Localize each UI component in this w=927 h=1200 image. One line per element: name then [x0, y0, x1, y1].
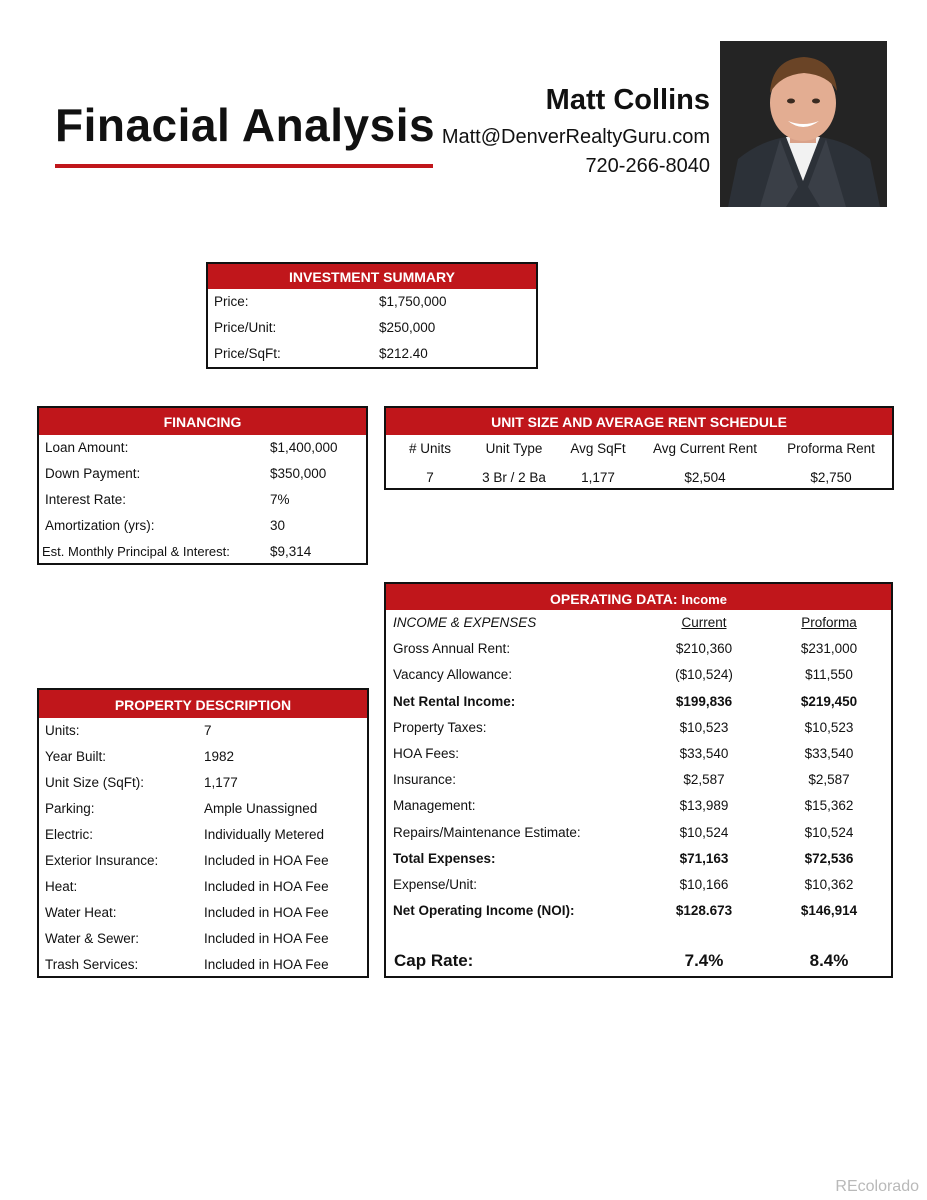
row-value: Ample Unassigned — [204, 801, 318, 816]
proforma-value: $146,914 — [800, 903, 858, 919]
column-header: INCOME & EXPENSES — [393, 615, 537, 630]
row-label: Amortization (yrs): — [45, 518, 155, 533]
table-row — [39, 900, 367, 926]
row-value: 1,177 — [204, 775, 238, 790]
table-row — [39, 770, 367, 796]
proforma-value: $72,536 — [804, 850, 854, 866]
cap-rate-row — [386, 948, 891, 974]
row-value: $9,314 — [270, 544, 312, 559]
table-cell: 7 — [426, 470, 434, 485]
financing-box — [37, 406, 368, 565]
row-value: Included in HOA Fee — [204, 905, 329, 920]
investment-summary-box — [206, 262, 538, 369]
operating-data-box — [384, 582, 893, 978]
table-row — [39, 926, 367, 952]
row-label: Price/Unit: — [214, 320, 277, 335]
unit-schedule-heading: UNIT SIZE AND AVERAGE RENT SCHEDULE — [386, 408, 892, 435]
column-header: Proforma Rent — [787, 441, 875, 456]
row-label: Water & Sewer: — [45, 931, 140, 946]
table-row — [39, 435, 366, 461]
table-cell: $2,504 — [684, 470, 726, 485]
row-label: Unit Size (SqFt): — [45, 775, 145, 790]
row-label: Interest Rate: — [45, 492, 127, 507]
proforma-value: $10,362 — [804, 876, 854, 892]
unit-schedule-box — [384, 406, 894, 490]
page-title: Finacial Analysis — [55, 99, 436, 151]
row-value: 7% — [270, 492, 290, 507]
row-value: Included in HOA Fee — [204, 853, 329, 868]
proforma-value: $10,523 — [804, 719, 854, 735]
agent-phone: 720-266-8040 — [585, 155, 710, 177]
row-label: Repairs/Maintenance Estimate: — [393, 824, 581, 840]
table-row — [208, 289, 536, 315]
row-label: HOA Fees: — [393, 745, 460, 761]
agent-email: Matt@DenverRealtyGuru.com — [441, 126, 710, 148]
current-value: $128.673 — [675, 903, 733, 919]
row-label: Parking: — [45, 801, 95, 816]
row-label: Property Taxes: — [393, 719, 487, 735]
row-label: Gross Annual Rent: — [393, 641, 511, 657]
operating-data-heading — [386, 584, 891, 610]
proforma-value: $15,362 — [804, 798, 854, 814]
row-label: Net Operating Income (NOI): — [393, 903, 575, 919]
row-label: Loan Amount: — [45, 440, 129, 455]
table-row — [39, 822, 367, 848]
table-row — [386, 689, 891, 715]
table-row — [39, 744, 367, 770]
agent-photo — [720, 41, 887, 207]
current-value: 7.4% — [684, 951, 724, 970]
table-row — [386, 767, 891, 793]
operating-data-title: OPERATING DATA: — [550, 591, 678, 607]
table-row — [39, 952, 367, 978]
row-label: Total Expenses: — [393, 850, 496, 866]
row-label: Exterior Insurance: — [45, 853, 159, 868]
row-value: Individually Metered — [204, 827, 325, 842]
row-label: Expense/Unit: — [393, 876, 478, 892]
proforma-value: 8.4% — [809, 951, 849, 970]
row-label: Cap Rate: — [394, 951, 474, 970]
current-value: $13,989 — [679, 798, 729, 814]
current-value: $10,523 — [679, 719, 729, 735]
current-value: $71,163 — [679, 850, 729, 866]
current-value: $10,524 — [679, 824, 729, 840]
column-header: # Units — [408, 441, 452, 456]
investment-summary-heading: INVESTMENT SUMMARY — [208, 264, 536, 289]
row-label: Est. Monthly Principal & Interest: — [42, 544, 230, 559]
table-row — [39, 461, 366, 487]
table-row — [208, 315, 536, 341]
table-row — [39, 796, 367, 822]
table-row — [208, 341, 536, 367]
column-header: Avg Current Rent — [652, 441, 758, 456]
row-label: Vacancy Allowance: — [393, 667, 513, 683]
proforma-value: $2,587 — [808, 772, 850, 788]
row-value: Included in HOA Fee — [204, 957, 329, 972]
watermark: REcolorado — [835, 1178, 919, 1195]
current-value: $10,166 — [679, 876, 729, 892]
operating-data-subtitle: Income — [681, 592, 727, 607]
proforma-value: $10,524 — [804, 824, 854, 840]
table-row — [39, 513, 366, 539]
row-label: Trash Services: — [45, 957, 139, 972]
row-value: $1,400,000 — [270, 440, 338, 455]
financing-heading: FINANCING — [39, 408, 366, 435]
row-value: Included in HOA Fee — [204, 879, 329, 894]
row-label: Insurance: — [393, 772, 457, 788]
row-label: Price/SqFt: — [214, 346, 281, 361]
table-row — [386, 820, 891, 846]
table-row — [386, 741, 891, 767]
property-description-heading: PROPERTY DESCRIPTION — [39, 690, 367, 718]
row-label: Management: — [393, 798, 476, 814]
table-row — [39, 487, 366, 513]
row-label: Water Heat: — [45, 905, 117, 920]
row-label: Year Built: — [45, 749, 107, 764]
row-value: $250,000 — [379, 320, 436, 335]
table-cell: $2,750 — [810, 470, 852, 485]
table-row — [386, 846, 891, 872]
table-row — [386, 636, 891, 662]
table-row — [386, 793, 891, 819]
current-value: $2,587 — [683, 772, 725, 788]
table-header-row — [386, 610, 891, 636]
column-header: Avg SqFt — [570, 441, 626, 456]
column-header: Unit Type — [485, 441, 543, 456]
row-value: $212.40 — [379, 346, 428, 361]
row-value: $1,750,000 — [379, 294, 447, 309]
row-label: Net Rental Income: — [393, 693, 516, 709]
property-description-box — [37, 688, 369, 978]
row-label: Heat: — [45, 879, 78, 894]
table-row — [39, 848, 367, 874]
row-value: 30 — [270, 518, 286, 533]
table-row — [39, 539, 366, 565]
agent-portrait-illustration — [720, 41, 887, 207]
table-row — [39, 874, 367, 900]
row-value: $350,000 — [270, 466, 327, 481]
current-value: ($10,524) — [675, 667, 733, 683]
table-row — [386, 872, 891, 898]
row-value: 7 — [204, 723, 212, 738]
current-value: $199,836 — [675, 693, 733, 709]
proforma-value: $219,450 — [800, 693, 858, 709]
table-row — [386, 662, 891, 688]
row-label: Price: — [214, 294, 249, 309]
column-header: Proforma — [801, 615, 857, 630]
proforma-value: $33,540 — [804, 745, 854, 761]
row-value: 1982 — [204, 749, 235, 764]
row-label: Down Payment: — [45, 466, 141, 481]
table-row — [386, 715, 891, 741]
row-label: Units: — [45, 723, 80, 738]
proforma-value: $11,550 — [805, 667, 853, 683]
current-value: $210,360 — [675, 641, 733, 657]
table-row — [386, 898, 891, 924]
table-cell: 3 Br / 2 Ba — [482, 470, 546, 485]
column-header: Current — [681, 615, 727, 630]
table-row — [39, 718, 367, 744]
table-cell: 1,177 — [581, 470, 615, 485]
row-label: Electric: — [45, 827, 94, 842]
agent-name: Matt Collins — [545, 84, 710, 116]
row-value: Included in HOA Fee — [204, 931, 329, 946]
current-value: $33,540 — [679, 745, 729, 761]
proforma-value: $231,000 — [800, 641, 858, 657]
title-underline — [55, 164, 433, 168]
